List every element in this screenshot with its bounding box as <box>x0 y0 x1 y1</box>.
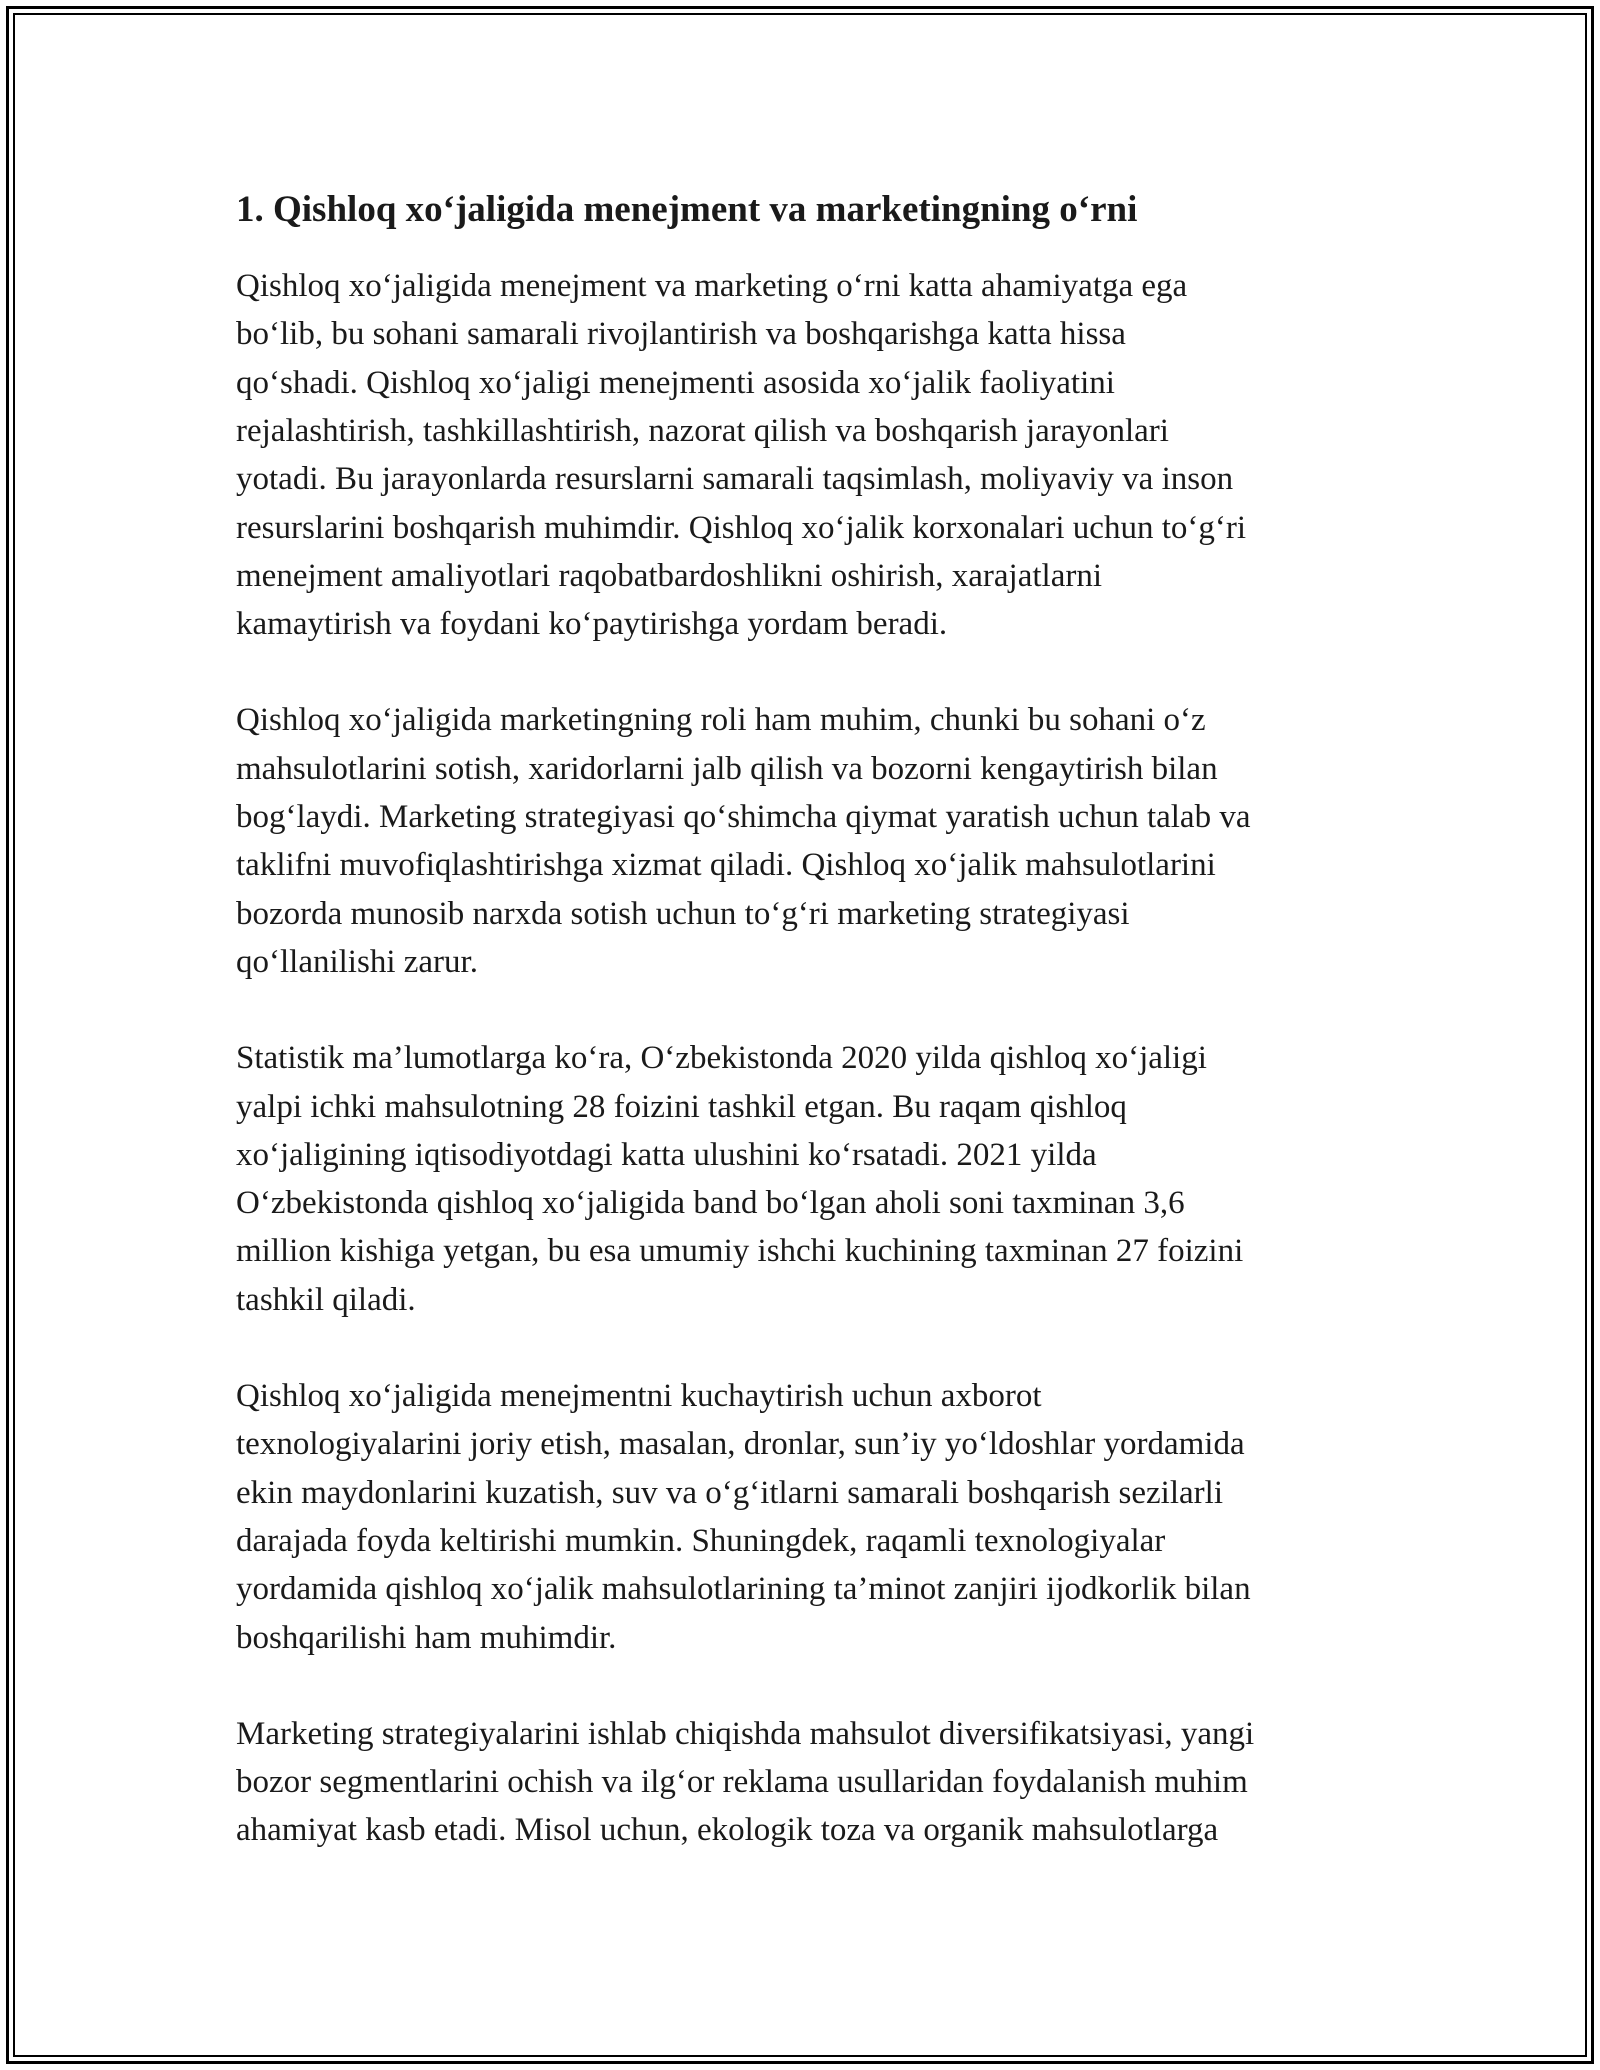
section-heading: 1. Qishloq xo‘jaligida menejment va marketingning o‘rni <box>236 189 1138 230</box>
paragraph-5: Marketing strategiyalarini ishlab chiqishda mahsulot diversifikatsiyasi, yangi bozor segmentlarini ochish va ilg‘or reklama usullaridan foydalanish muhim ahamiyat kasb etadi. Misol uchun, ekologik toza va organik mahsulotlarga <box>236 1715 1255 1849</box>
paragraph-4: Qishloq xo‘jaligida menejmentni kuchaytirish uchun axborot texnologiyalarini joriy etish, masalan, dronlar, sun’iy yo‘ldoshlar yordamida ekin maydonlarini kuzatish, suv va o‘g‘itlarni samarali boshqarish sezilarli darajada foyda keltirishi mumkin. Shuningdek, raqamli texnologiyalar yordamida qishloq xo‘jalik mahsulotlarining ta’minot zanjiri ijodkorlik bilan boshqarilishi ham muhimdir. <box>236 1378 1251 1656</box>
paragraph-3: Statistik ma’lumotlarga ko‘ra, O‘zbekistonda 2020 yilda qishloq xo‘jaligi yalpi ichki mahsulotning 28 foizini tashkil etgan. Bu raqam qishloq xo‘jaligining iqtisodiyotdagi katta ulushini ko‘rsatadi. 2021 yilda O‘zbekistonda qishloq xo‘jaligida band bo‘lgan aholi soni taxminan 3,6 million kishiga yetgan, bu esa umumiy ishchi kuchining taxminan 27 foizini tashkil qiladi. <box>236 1040 1244 1318</box>
document-body <box>236 186 1376 1903</box>
paragraph-1: Qishloq xo‘jaligida menejment va marketing o‘rni katta ahamiyatga ega bo‘lib, bu sohani samarali rivojlantirish va boshqarishga katta hissa qo‘shadi. Qishloq xo‘jaligi menejmenti asosida xo‘jalik faoliyatini rejalashtirish, tashkillashtirish, nazorat qilish va boshqarish jarayonlari yotadi. Bu jarayonlarda resurslarni samarali taqsimlash, moliyaviy va inson resurslarini boshqarish muhimdir. Qishloq xo‘jalik korxonalari uchun to‘g‘ri menejment amaliyotlari raqobatbardoshlikni oshirish, xarajatlarni kamaytirish va foydani ko‘paytirishga yordam beradi. <box>236 268 1246 643</box>
paragraph-2: Qishloq xo‘jaligida marketingning roli ham muhim, chunki bu sohani o‘z mahsulotlarini sotish, xaridorlarni jalb qilish va bozorni kengaytirish bilan bog‘laydi. Marketing strategiyasi qo‘shimcha qiymat yaratish uchun talab va taklifni muvofiqlashtirishga xizmat qiladi. Qishloq xo‘jalik mahsulotlarini bozorda munosib narxda sotish uchun to‘g‘ri marketing strategiyasi qo‘llanilishi zarur. <box>236 702 1251 980</box>
